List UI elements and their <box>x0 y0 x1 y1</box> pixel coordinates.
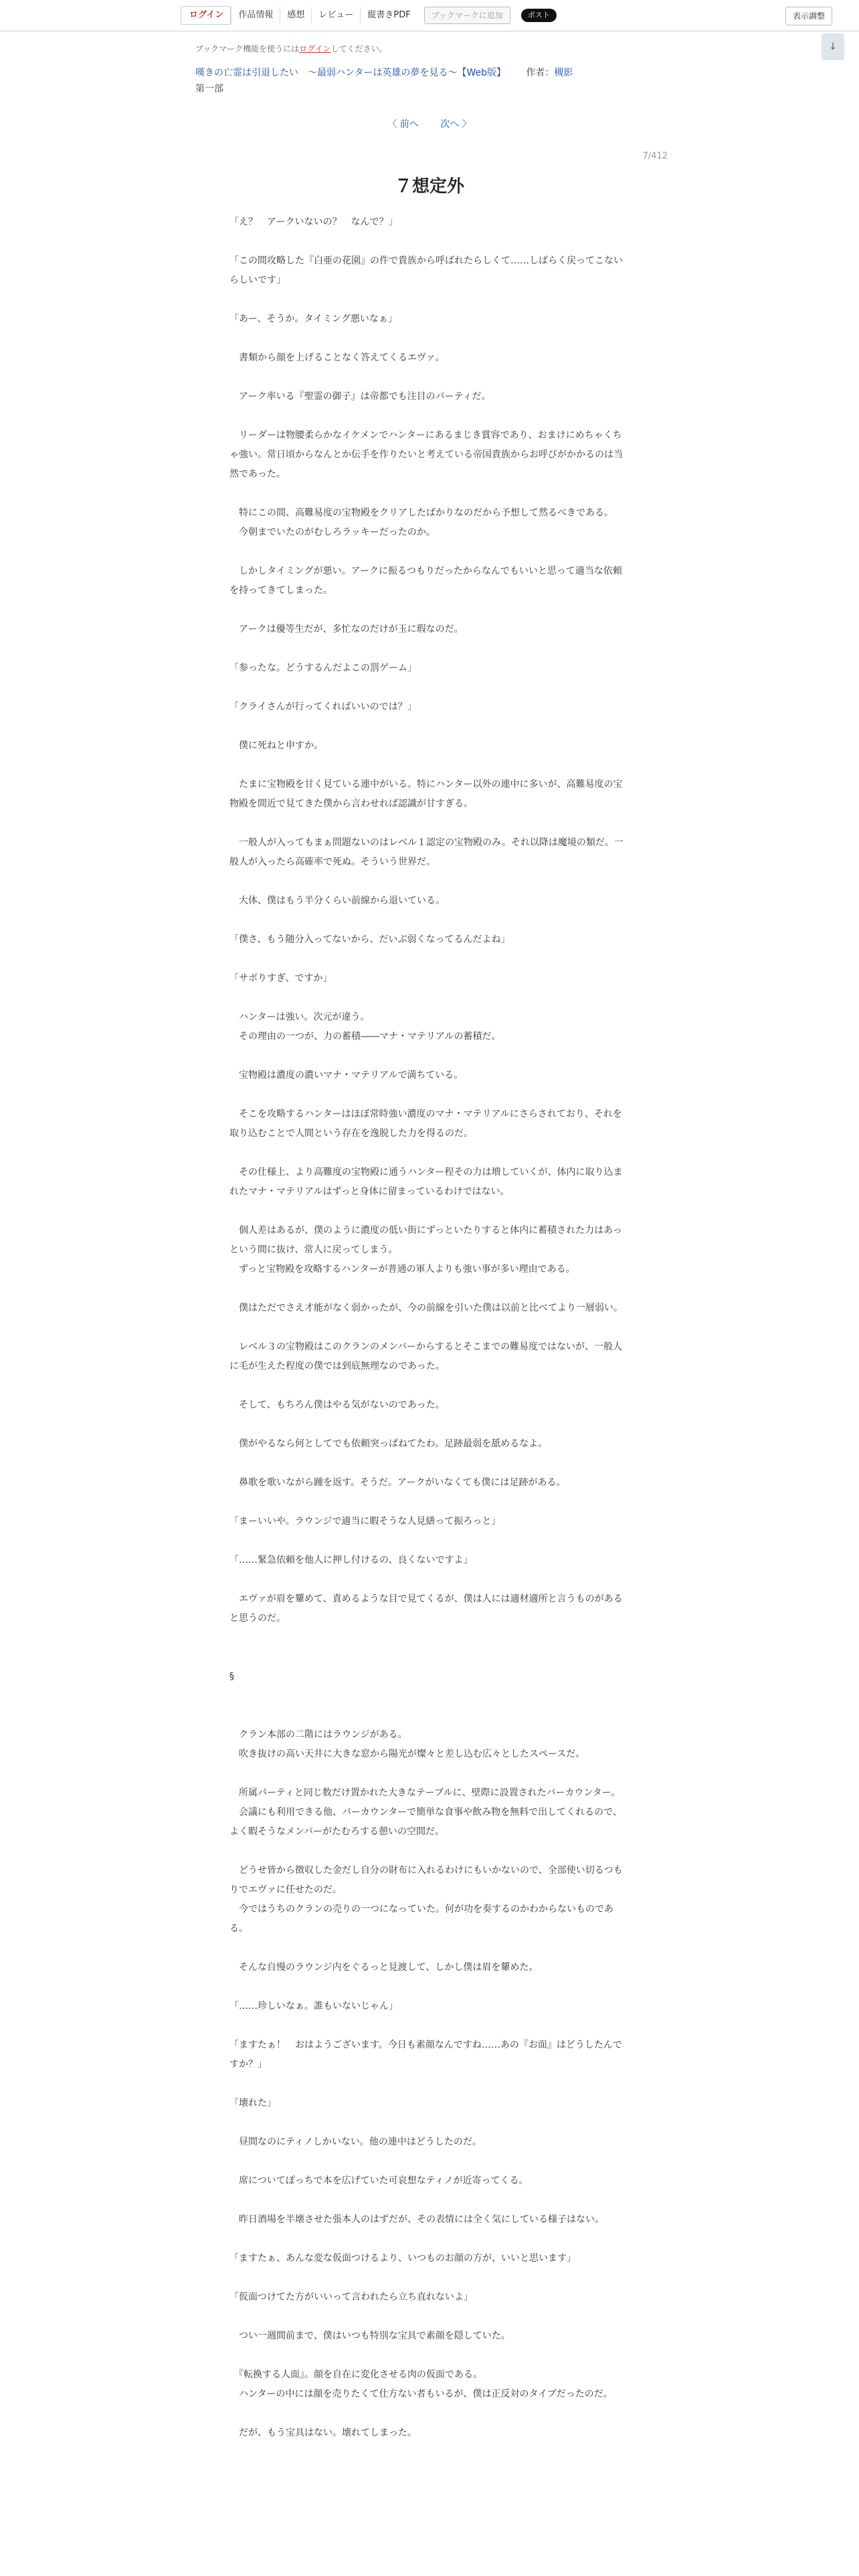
paragraph: 「あー、そうか。タイミング悪いなぁ」 <box>229 314 397 324</box>
pager <box>0 117 859 130</box>
notice-suffix: してください。 <box>330 44 387 53</box>
add-bookmark-button[interactable]: ブックマークに追加 <box>424 7 510 24</box>
paragraph: 所属パーティと同じ数だけ置かれた大きなテーブルに、壁際に設置されたバーカウンター。 会議にも利用できる他、バーカウンターで簡単な食事や飲み物を無料で出してくれるので、よく暇そうなメンバーがたむろする憩いの空間だ。 <box>229 1788 622 1837</box>
series-title-link[interactable]: 嘆きの亡霊は引退したい ～最弱ハンターは英雄の夢を見る～【Web版】 <box>195 68 506 78</box>
paragraph: 「クライさんが行ってくればいいのでは？」 <box>229 702 417 712</box>
paragraph: たまに宝物殿を甘く見ている連中がいる。特にハンター以外の連中に多いが、高難易度の宝物殿を間近で見てきた僕から言わせれば認識が甘すぎる。 <box>229 779 623 809</box>
prev-page-link[interactable]: 〈 前へ <box>387 119 419 130</box>
author-link[interactable]: 槻影 <box>554 68 573 78</box>
paragraph: つい一週間前まで、僕はいつも特別な宝具で素顔を隠していた。 <box>229 2331 510 2341</box>
paragraph: 「この間攻略した『白亜の花園』の件で貴族から呼ばれたらしくて……しばらく戻ってこないらしいです」 <box>229 255 623 286</box>
paragraph: どうせ皆から徴収した金だし自分の財布に入れるわけにもいかないので、全部使い切るつもりでエヴァに任せたのだ。 今ではうちのクランの売りの一つになっていた。何が功を奏するのかわからないものである。 <box>229 1865 623 1934</box>
paragraph: 席についてぽっちで本を広げていた可哀想なティノが近寄ってくる。 <box>229 2175 529 2186</box>
author-info <box>526 68 573 78</box>
page-count: 7/412 <box>642 151 668 161</box>
review-link[interactable]: レビュー <box>311 7 360 24</box>
paragraph: 一般人が入ってもまぁ問題ないのはレベル１認定の宝物殿のみ。それ以降は魔境の類だ。一般人が入ったら高確率で死ぬ。そういう世界だ。 <box>229 837 624 867</box>
paragraph: 「ますたぁ！ おはようございます。今日も素顔なんですね……あの『お面』はどうしたんですか？」 <box>229 2040 622 2070</box>
paragraph: 僕がやるなら何としてでも依頼突っぱねてたわ。足跡最弱を舐めるなよ。 <box>229 1438 548 1449</box>
scroll-down-icon[interactable]: ↓ <box>822 33 844 60</box>
paragraph: クラン本部の二階にはラウンジがある。 吹き抜けの高い天井に大きな窓から陽光が燦々と差し込む広々としたスペースだ。 <box>238 1729 585 1759</box>
impressions-link[interactable]: 感想 <box>280 7 311 24</box>
paragraph: 「ますたぁ、あんな変な仮面つけるより、いつものお顔の方が、いいと思います」 <box>229 2253 576 2264</box>
paragraph: 昼間なのにティノしかいない。他の連中はどうしたのだ。 <box>229 2137 482 2147</box>
login-button[interactable]: ログイン <box>181 6 231 25</box>
work-info-link[interactable]: 作品情報 <box>231 7 280 24</box>
paragraph: 「サボりすぎ、ですか」 <box>229 973 332 984</box>
paragraph: エヴァが眉を顰めて、責めるような目で見てくるが、僕は人には適材適所と言うものがあると思うのだ。 <box>229 1594 623 1624</box>
paragraph: ハンターは強い。次元が違う。 その理由の一つが、力の蓄積――マナ・マテリアルの蓄積だ。 <box>238 1012 501 1042</box>
paragraph: 「参ったな。どうするんだよこの罰ゲーム」 <box>229 663 417 673</box>
vertical-pdf-link[interactable]: 縦書きPDF <box>360 7 417 24</box>
bookmark-notice <box>195 43 387 54</box>
chapter-label: 第一部 <box>195 84 223 94</box>
next-page-link[interactable]: 次へ 〉 <box>440 119 472 130</box>
display-settings-button[interactable]: 表示調整 <box>785 7 832 25</box>
paragraph: 僕はただでさえ才能がなく弱かったが、今の前線を引いた僕は以前と比べてより一層弱い。 <box>229 1303 623 1313</box>
paragraph: しかしタイミングが悪い。アークに振るつもりだったからなんでもいいと思って適当な依頼を持ってきてしまった。 <box>229 566 622 596</box>
paragraph: アーク率いる『聖霊の御子』は帝都でも注目のパーティだ。 <box>229 391 491 402</box>
paragraph: 昨日酒場を半壊させた張本人のはずだが、その表情には全く気にしている様子はない。 <box>229 2214 604 2225</box>
novel-body <box>229 213 624 2462</box>
series-header <box>195 66 573 79</box>
paragraph: 「……緊急依頼を他人に押し付けるの、良くないですよ」 <box>229 1555 473 1566</box>
episode-title: ７想定外 <box>394 177 464 197</box>
paragraph: そんな自慢のラウンジ内をぐるっと見渡して、しかし僕は眉を顰めた。 <box>229 1962 539 1973</box>
notice-prefix: ブックマーク機能を使うには <box>195 44 300 53</box>
author-label: 作者： <box>526 68 555 78</box>
paragraph: 宝物殿は濃度の濃いマナ・マテリアルで満ちている。 <box>229 1070 464 1081</box>
paragraph: 『転換する人面』。顔を自在に変化させる肉の仮面である。 ハンターの中には顔を売りたくて仕方ない者もいるが、僕は正反対のタイプだったのだ。 <box>238 2369 613 2399</box>
paragraph: 僕に死ねと申すか。 <box>229 740 323 751</box>
paragraph: 「え？ アークいないの？ なんで？」 <box>229 217 398 227</box>
paragraph: そして、もちろん僕はやる気がないのであった。 <box>229 1400 445 1410</box>
paragraph: 個人差はあるが、僕のように濃度の低い街にずっといたりすると体内に蓄積された力はあっという間に抜け、常人に戻ってしまう。 ずっと宝物殿を攻略するハンターが普通の軍人よりも強い事が多い理由である。 <box>229 1225 623 1275</box>
paragraph: アークは優等生だが、多忙なのだけが玉に瑕なのだ。 <box>229 624 464 635</box>
section-break: § <box>229 1671 234 1682</box>
x-post-button[interactable]: ポスト <box>521 9 557 22</box>
top-bar <box>0 0 859 31</box>
paragraph: 「僕さ、もう随分入ってないから、だいぶ弱くなってるんだよね」 <box>229 934 510 945</box>
header-nav <box>181 7 557 24</box>
paragraph: 「まーいいや。ラウンジで適当に暇そうな人見繕って振ろっと」 <box>229 1516 501 1527</box>
paragraph: 「……珍しいなぁ。誰もいないじゃん」 <box>229 2001 398 2012</box>
paragraph: 大体、僕はもう半分くらい前線から退いている。 <box>229 895 445 906</box>
paragraph: だが、もう宝具はない。壊れてしまった。 <box>229 2428 417 2438</box>
paragraph: 鼻歌を歌いながら踵を返す。そうだ。アークがいなくても僕には足跡がある。 <box>229 1477 566 1488</box>
paragraph: 「仮面つけてた方がいいって言われたら立ち直れないよ」 <box>229 2292 473 2302</box>
paragraph: 「壊れた」 <box>229 2098 276 2109</box>
paragraph: 書類から顔を上げることなく答えてくるエヴァ。 <box>229 352 445 363</box>
paragraph: 特にこの間、高難易度の宝物殿をクリアしたばかりなのだから予想して然るべきである。 今朝までいたのがむしろラッキーだったのか。 <box>238 508 613 538</box>
paragraph: リーダーは物腰柔らかなイケメンでハンターにあるまじき賞容であり、おまけにめちゃくちゃ強い。常日頃からなんとか伝手を作りたいと考えている帝国貴族からお呼びがかかるのは当然であった。 <box>229 430 623 479</box>
paragraph: そこを攻略するハンターはほぼ常時強い濃度のマナ・マテリアルにさらされており、それを取り込むことで人間という存在を逸脱した力を得るのだ。 <box>229 1109 622 1139</box>
paragraph: その仕様上、より高難度の宝物殿に通うハンター程その力は増していくが、体内に取り込まれたマナ・マテリアルはずっと身体に留まっているわけではない。 <box>229 1167 623 1197</box>
paragraph: レベル３の宝物殿はこのクランのメンバーからするとそこまでの難易度ではないが、一般人に毛が生えた程度の僕では到底無理なのであった。 <box>229 1341 623 1372</box>
notice-login-link[interactable]: ログイン <box>299 44 331 53</box>
